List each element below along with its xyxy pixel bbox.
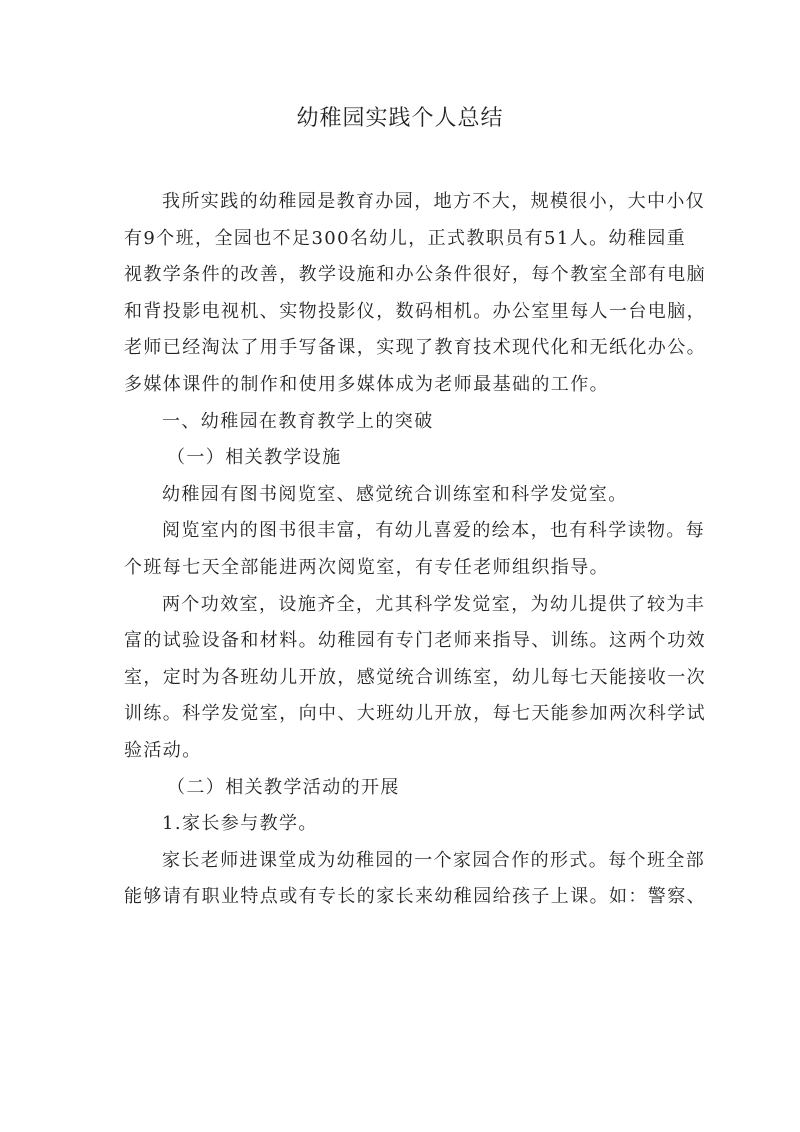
text-line: 训练。科学发觉室，向中、大班幼儿开放，每七天能参加两次科学试 [124, 703, 706, 725]
text-line: 有9个班，全园也不足300名幼儿，正式教职员有51人。幼稚园重 [124, 227, 687, 249]
text-line: 我所实践的幼稚园是教育办园，地方不大，规模很小，大中小仅 [162, 191, 706, 212]
text-line: 富的试验设备和材料。幼稚园有专门老师来指导、训练。这两个功效 [124, 630, 706, 652]
subsection-heading: （二）相关教学活动的开展 [167, 776, 400, 798]
text-line: 验活动。 [124, 739, 202, 761]
document-body [124, 184, 706, 916]
text-line: 幼稚园有图书阅览室、感觉统合训练室和科学发觉室。 [162, 483, 628, 505]
text-line: 个班每七天全部能进两次阅览室，有专任老师组织指导。 [124, 556, 609, 578]
text-line: 老师已经淘汰了用手写备课，实现了教育技术现代化和无纸化办公。 [124, 337, 706, 359]
text-line: 家长老师进课堂成为幼稚园的一个家园合作的形式。每个班全部 [162, 849, 706, 871]
section-heading: 一、幼稚园在教育教学上的突破 [162, 410, 434, 432]
page-title: 幼稚园实践个人总结 [296, 106, 504, 131]
text-line: 室，定时为各班幼儿开放，感觉统合训练室，幼儿每七天能接收一次 [124, 666, 706, 688]
text-line: 两个功效室，设施齐全，尤其科学发觉室，为幼儿提供了较为丰 [162, 593, 706, 615]
text-line: 视教学条件的改善，教学设施和办公条件很好，每个教室全部有电脑 [124, 264, 706, 286]
subsection-heading: （一）相关教学设施 [167, 447, 342, 469]
text-line: 和背投影电视机、实物投影仪，数码相机。办公室里每人一台电脑， [124, 300, 706, 322]
text-line: 阅览室内的图书很丰富，有幼儿喜爱的绘本，也有科学读物。每 [162, 520, 706, 542]
text-line: 多媒体课件的制作和使用多媒体成为老师最基础的工作。 [124, 373, 609, 395]
list-item-heading: 1.家长参与教学。 [162, 813, 318, 835]
text-line: 能够请有职业特点或有专长的家长来幼稚园给孩子上课。如：警察、 [124, 886, 706, 908]
